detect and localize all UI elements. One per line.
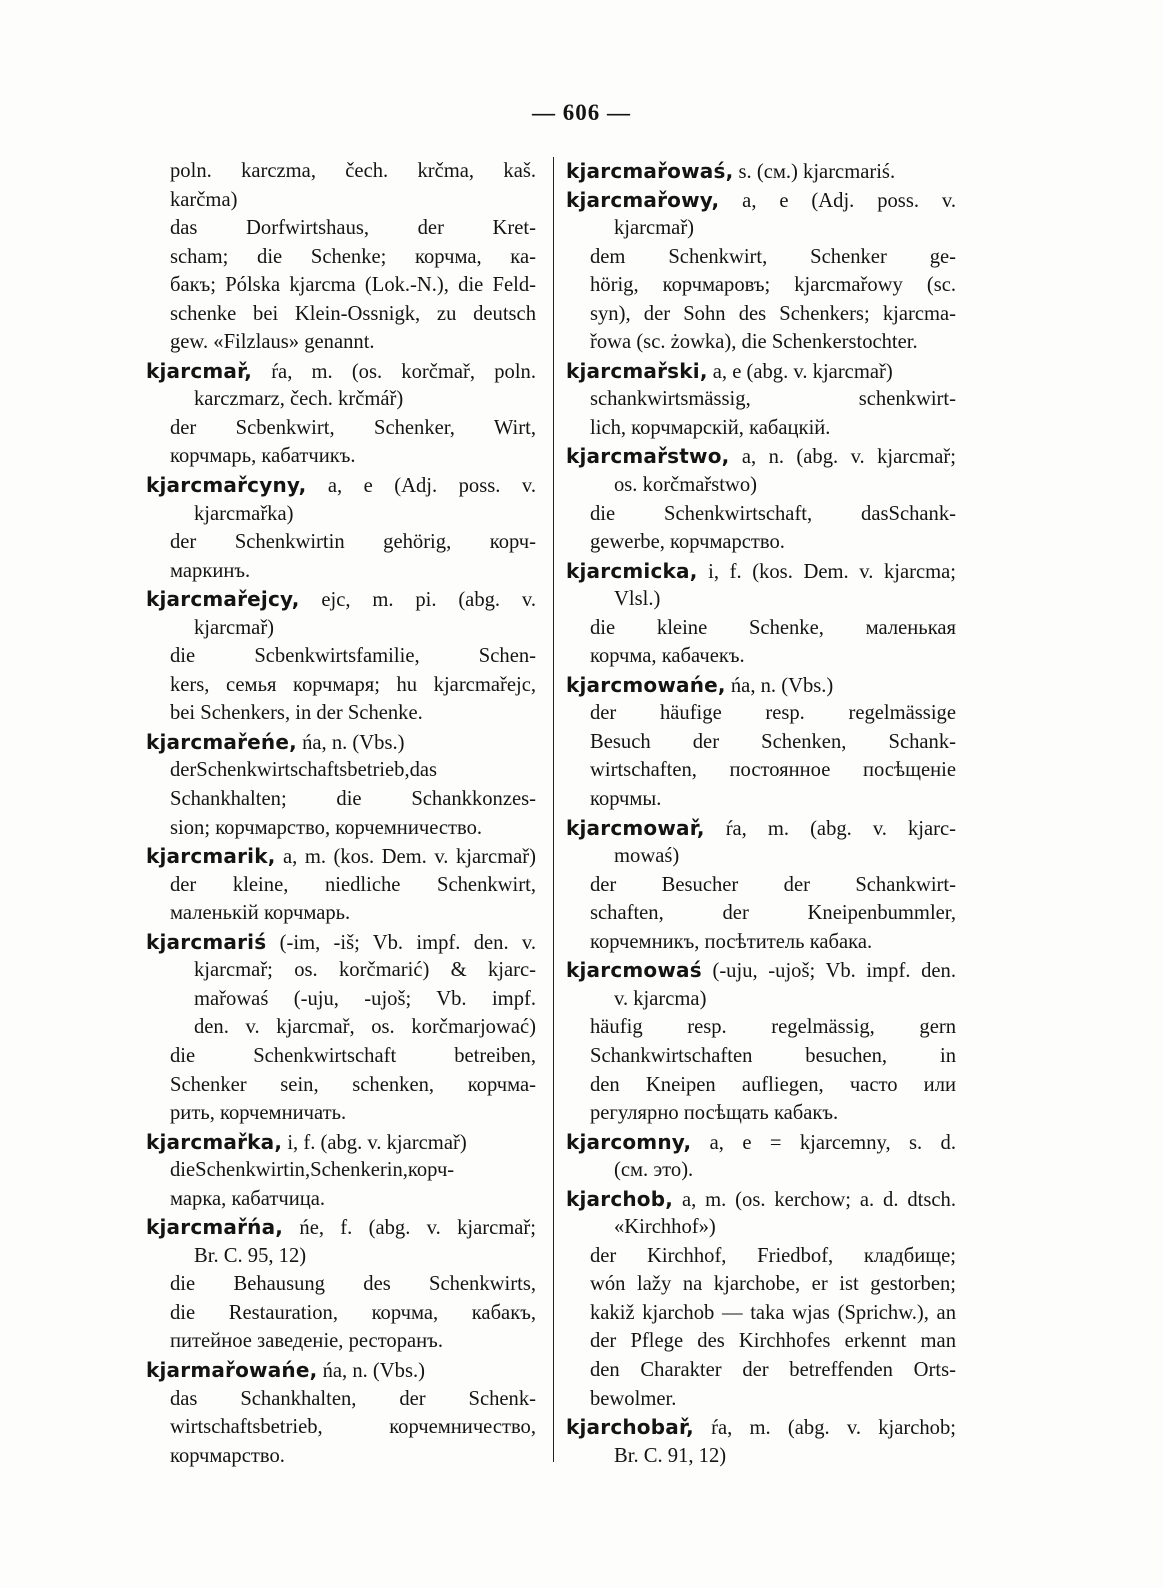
entry-text-line [566, 985, 956, 1014]
entry-text: mowaś) [614, 845, 680, 868]
entry-text-line [566, 1013, 956, 1042]
entry-text: syn), der Sohn des Schenkers; kjarcma- [590, 302, 956, 325]
entry-text: Vlsl.) [614, 588, 661, 611]
entry-text: die Restauration, корчма, кабакъ, [170, 1301, 536, 1324]
entry-text-line [566, 1356, 956, 1385]
entry-headword-line [566, 671, 956, 700]
entry-text-line [146, 756, 536, 785]
entry-text: der Pflege des Kirchhofes erkennt man [590, 1330, 956, 1353]
headword: kjarcmarik, [146, 844, 276, 869]
entry-text-line [566, 1099, 956, 1128]
headword: kjarcmařski, [566, 358, 708, 383]
entry-text: der Besucher der Schankwirt- [590, 873, 956, 896]
entry-text: bewolmer. [590, 1387, 677, 1410]
entry-text-line [146, 1099, 536, 1128]
entry-text-line [146, 414, 536, 443]
entry-text: i, f. (kos. Dem. v. kjarcma; [697, 560, 956, 583]
entry-text: der Scbenkwirt, Schenker, Wirt, [170, 416, 536, 439]
entry-text: die Schenkwirtschaft betreiben, [170, 1044, 536, 1067]
entry-text-line [146, 1242, 536, 1271]
entry-headword-line [566, 186, 956, 215]
entry-text-line [146, 785, 536, 814]
entry-text-line [566, 1213, 956, 1242]
entry-text-line [146, 328, 536, 357]
entry-text-line [146, 1270, 536, 1299]
entry-text: a, m. (kos. Dem. v. kjarcmař) [275, 846, 536, 869]
entry-text-line [566, 871, 956, 900]
entry-headword-line [146, 842, 536, 871]
entry-text-line [146, 1071, 536, 1100]
entry-text-line [566, 528, 956, 557]
entry-text: schaften, der Kneipenbummler, [590, 902, 956, 925]
entry-text-line [566, 699, 956, 728]
entry-text: dem Schenkwirt, Schenker ge- [590, 245, 956, 268]
entry-text: Schankhalten; die Schankkonzes- [170, 788, 536, 811]
entry-text: das Schankhalten, der Schenk- [170, 1387, 536, 1410]
entry-text: a, e = kjarcemny, s. d. [691, 1131, 956, 1154]
entry-text: корчмы. [590, 788, 662, 811]
entry-text: марка, кабатчица. [170, 1187, 326, 1210]
entry-text: die Schenkwirtschaft, dasSchank- [590, 502, 956, 525]
entry-text: lich, корчмарскій, кабацкій. [590, 416, 831, 439]
entry-text-line [566, 385, 956, 414]
entry-text-line [566, 300, 956, 329]
page-number: — 606 — [532, 100, 631, 125]
entry-text: das Dorfwirtshaus, der Kret- [170, 217, 536, 240]
entry-text-line [146, 871, 536, 900]
entry-text-line [146, 214, 536, 243]
entry-text: kjarcmař; os. korčmarić) & kjarc- [194, 959, 536, 982]
entry-text: ŕa, m. (abg. v. kjarchob; [693, 1417, 956, 1440]
entry-text: poln. karczma, čech. krčma, kaš. [170, 160, 536, 182]
entry-text: die kleine Schenke, маленькая [590, 616, 956, 639]
headword: kjarcmowańe, [566, 672, 726, 697]
entry-text: kjarcmař) [614, 217, 695, 240]
entry-text: häufig resp. regelmässig, gern [590, 1016, 956, 1039]
entry-text-line [566, 1327, 956, 1356]
entry-text-line [146, 385, 536, 414]
entry-text: scham; die Schenke; корчма, ка- [170, 245, 536, 268]
entry-text: karčma) [170, 188, 238, 211]
entry-text: den Charakter der betreffenden Orts- [590, 1358, 956, 1381]
entry-text-line [146, 157, 536, 186]
entry-text: a, e (Adj. poss. v. [719, 189, 956, 212]
entry-headword-line [566, 1128, 956, 1157]
headword: kjarcmařstwo, [566, 444, 730, 469]
entry-text: (см. это). [614, 1159, 694, 1182]
entry-text-line [146, 1042, 536, 1071]
entry-text-line [146, 899, 536, 928]
entry-text-line [566, 728, 956, 757]
entry-text-line [146, 1413, 536, 1442]
entry-text: маркинъ. [170, 559, 251, 582]
headword: kjarcmicka, [566, 558, 698, 583]
entry-text: den Kneipen aufliegen, часто или [590, 1073, 956, 1096]
headword: kjarcomny, [566, 1129, 692, 1154]
entry-text-line [146, 1299, 536, 1328]
left-column [146, 157, 536, 1470]
entry-text: Br. C. 95, 12) [194, 1244, 307, 1267]
entry-text: gew. «Filzlaus» genannt. [170, 331, 375, 354]
entry-text-line [566, 642, 956, 671]
entry-text: die Scbenkwirtsfamilie, Schen- [170, 645, 536, 668]
entry-text-line [566, 214, 956, 243]
entry-headword-line [146, 928, 536, 957]
column-divider [553, 157, 554, 1462]
entry-text: ńe, f. (abg. v. kjarcmař; [283, 1217, 536, 1240]
entry-headword-line [566, 357, 956, 386]
headword: kjarcmař, [146, 358, 253, 383]
entry-text: ejc, m. pi. (abg. v. [299, 589, 536, 612]
entry-text: sion; корчмарство, корчемничество. [170, 816, 483, 839]
headword: kjarchob, [566, 1186, 674, 1211]
headword: kjarcmařejcy, [146, 587, 300, 612]
entry-headword-line [566, 1413, 956, 1442]
entry-text: mařowaś (-uju, -ujoš; Vb. impf. [194, 987, 536, 1010]
entry-text: hörig, корчмаровъ; kjarcmařowy (sc. [590, 274, 956, 297]
entry-text-line [566, 1299, 956, 1328]
entry-text-line [566, 1042, 956, 1071]
entry-text: маленькій корчмарь. [170, 902, 351, 925]
entry-text-line [146, 300, 536, 329]
entry-headword-line [146, 728, 536, 757]
entry-text-line [146, 1442, 536, 1471]
entry-text: der Schenkwirtin gehörig, корч- [170, 531, 536, 554]
entry-text-line [146, 614, 536, 643]
entry-text: der Kirchhof, Friedbof, кладбище; [590, 1244, 956, 1267]
entry-headword-line [566, 956, 956, 985]
entry-text-line [146, 1327, 536, 1356]
entry-text-line [146, 1385, 536, 1414]
entry-text-line [146, 442, 536, 471]
entry-text-line [146, 243, 536, 272]
entry-text-line [566, 414, 956, 443]
entry-text-line [566, 271, 956, 300]
entry-headword-line [146, 1128, 536, 1157]
entry-headword-line [566, 557, 956, 586]
entry-text-line [146, 1185, 536, 1214]
entry-text-line [566, 243, 956, 272]
entry-text: řowa (sc. żowka), die Schenkerstochter. [590, 331, 918, 354]
entry-headword-line [146, 1356, 536, 1385]
entry-text: корчмарство. [170, 1444, 285, 1467]
entry-text: ŕa, m. (abg. v. kjarc- [704, 817, 956, 840]
entry-text: Schankwirtschaften besuchen, in [590, 1044, 956, 1067]
entry-text-line [146, 1156, 536, 1185]
entry-text-line [146, 671, 536, 700]
entry-text: os. korčmařstwo) [614, 474, 757, 497]
entry-text-line [146, 956, 536, 985]
entry-text-line [566, 928, 956, 957]
entry-text-line [566, 842, 956, 871]
entry-text: derSchenkwirtschaftsbetrieb,das [170, 759, 438, 782]
entry-text: schankwirtsmässig, schenkwirt- [590, 388, 956, 411]
headword: kjarcmowař, [566, 815, 705, 840]
entry-text-line [566, 500, 956, 529]
entry-text: wirtschaftsbetrieb, корчемничество, [170, 1416, 536, 1439]
entry-text-line [146, 271, 536, 300]
entry-text: bei Schenkers, in der Schenke. [170, 702, 423, 725]
headword: kjarcmařeńe, [146, 729, 297, 754]
entry-headword-line [146, 585, 536, 614]
entry-text-line [566, 585, 956, 614]
entry-text: die Behausung des Schenkwirts, [170, 1273, 536, 1296]
right-column [566, 157, 956, 1470]
entry-text: Schenker sein, schenken, корчма- [170, 1073, 536, 1096]
entry-text-line [566, 1156, 956, 1185]
entry-text-line [146, 1013, 536, 1042]
entry-text-line [566, 756, 956, 785]
entry-text: Br. C. 91, 12) [614, 1444, 727, 1467]
entry-text: «Kirchhof») [614, 1216, 716, 1239]
entry-text: den. v. kjarcmař, os. korčmarjować) [194, 1016, 536, 1039]
entry-headword-line [146, 357, 536, 386]
entry-text-line [146, 699, 536, 728]
entry-text: a, n. (abg. v. kjarcmař; [729, 446, 956, 469]
entry-text: корчемникъ, посѣтитель кабака. [590, 930, 873, 953]
entry-text: (-im, -iš; Vb. impf. den. v. [266, 931, 536, 954]
headword: kjarchobař, [566, 1415, 694, 1440]
entry-headword-line [146, 471, 536, 500]
entry-headword-line [566, 442, 956, 471]
entry-text-line [146, 814, 536, 843]
entry-text: i, f. (abg. v. kjarcmař) [282, 1131, 467, 1154]
entry-text-line [566, 1242, 956, 1271]
entry-text: питейное заведеніе, ресторанъ. [170, 1330, 443, 1353]
entry-text: регулярно посѣщать кабакъ. [590, 1102, 839, 1125]
entry-text: schenke bei Klein-Ossnigk, zu deutsch [170, 302, 536, 325]
entry-text-line [146, 500, 536, 529]
entry-text-line [566, 471, 956, 500]
entry-text-line [566, 328, 956, 357]
headword: kjarcmařńa, [146, 1215, 284, 1240]
headword: kjarcmowaś [566, 958, 702, 983]
entry-text: karczmarz, čech. krčmář) [194, 388, 404, 411]
entry-text: kjarcmař) [194, 616, 275, 639]
entry-text: корчмарь, кабатчикъ. [170, 445, 356, 468]
entry-text: Besuch der Schenken, Schank- [590, 730, 956, 753]
entry-text: der kleine, niedliche Schenkwirt, [170, 873, 536, 896]
entry-text: a, m. (os. kerchow; a. d. dtsch. [673, 1188, 956, 1211]
entry-text: ńa, n. (Vbs.) [296, 731, 405, 754]
entry-headword-line [566, 1185, 956, 1214]
entry-text-line [146, 557, 536, 586]
headword: kjarcmariś [146, 929, 267, 954]
entry-text-line [566, 899, 956, 928]
entry-text: ńa, n. (Vbs.) [317, 1359, 425, 1382]
entry-text: (-uju, -ujoš; Vb. impf. den. [701, 960, 956, 983]
entry-text: a, e (abg. v. kjarcmař) [707, 360, 893, 383]
entry-text: корчма, кабачекъ. [590, 645, 745, 668]
entry-text: v. kjarcma) [614, 987, 707, 1010]
entry-text: der häufige resp. regelmässige [590, 702, 956, 725]
headword: kjarcmařowy, [566, 187, 720, 212]
entry-text-line [566, 785, 956, 814]
entry-text-line [566, 1442, 956, 1471]
entry-text: kakiž kjarchob — taka wjas (Sprichw.), an [590, 1301, 956, 1324]
entry-text-line [146, 985, 536, 1014]
headword: kjarmařowańe, [146, 1357, 318, 1382]
entry-text-line [566, 1385, 956, 1414]
entry-text: s. (см.) kjarcmariś. [733, 161, 896, 183]
entry-text: kers, семья корчмаря; hu kjarcmařejc, [170, 673, 536, 696]
entry-headword-line [566, 814, 956, 843]
entry-text-line [566, 1071, 956, 1100]
headword: kjarcmařowaś, [566, 159, 734, 183]
entry-text: kjarcmařka) [194, 502, 294, 525]
headword: kjarcmařcyny, [146, 473, 307, 498]
entry-text-line [566, 614, 956, 643]
entry-text: wón lažy na kjarchobe, er ist gestorben; [590, 1273, 956, 1296]
entry-text-line [566, 1270, 956, 1299]
entry-headword-line [146, 1213, 536, 1242]
entry-text-line [146, 528, 536, 557]
entry-text: gewerbe, корчмарство. [590, 531, 785, 554]
entry-text-line [146, 642, 536, 671]
entry-headword-line [566, 157, 956, 186]
entry-text: ŕa, m. (os. korčmař, poln. [252, 360, 536, 383]
entry-text: бакъ; Pólska kjarcma (Lok.-N.), die Feld- [170, 274, 536, 297]
headword: kjarcmařka, [146, 1129, 283, 1154]
entry-text: a, e (Adj. poss. v. [306, 475, 536, 498]
entry-text: ńa, n. (Vbs.) [725, 674, 834, 697]
entry-text-line [146, 186, 536, 215]
entry-text: wirtschaften, постоянное посѣщеніе [590, 759, 956, 782]
entry-text: dieSchenkwirtin,Schenkerin,корч- [170, 1159, 455, 1182]
entry-text: рить, корчемничать. [170, 1102, 347, 1125]
